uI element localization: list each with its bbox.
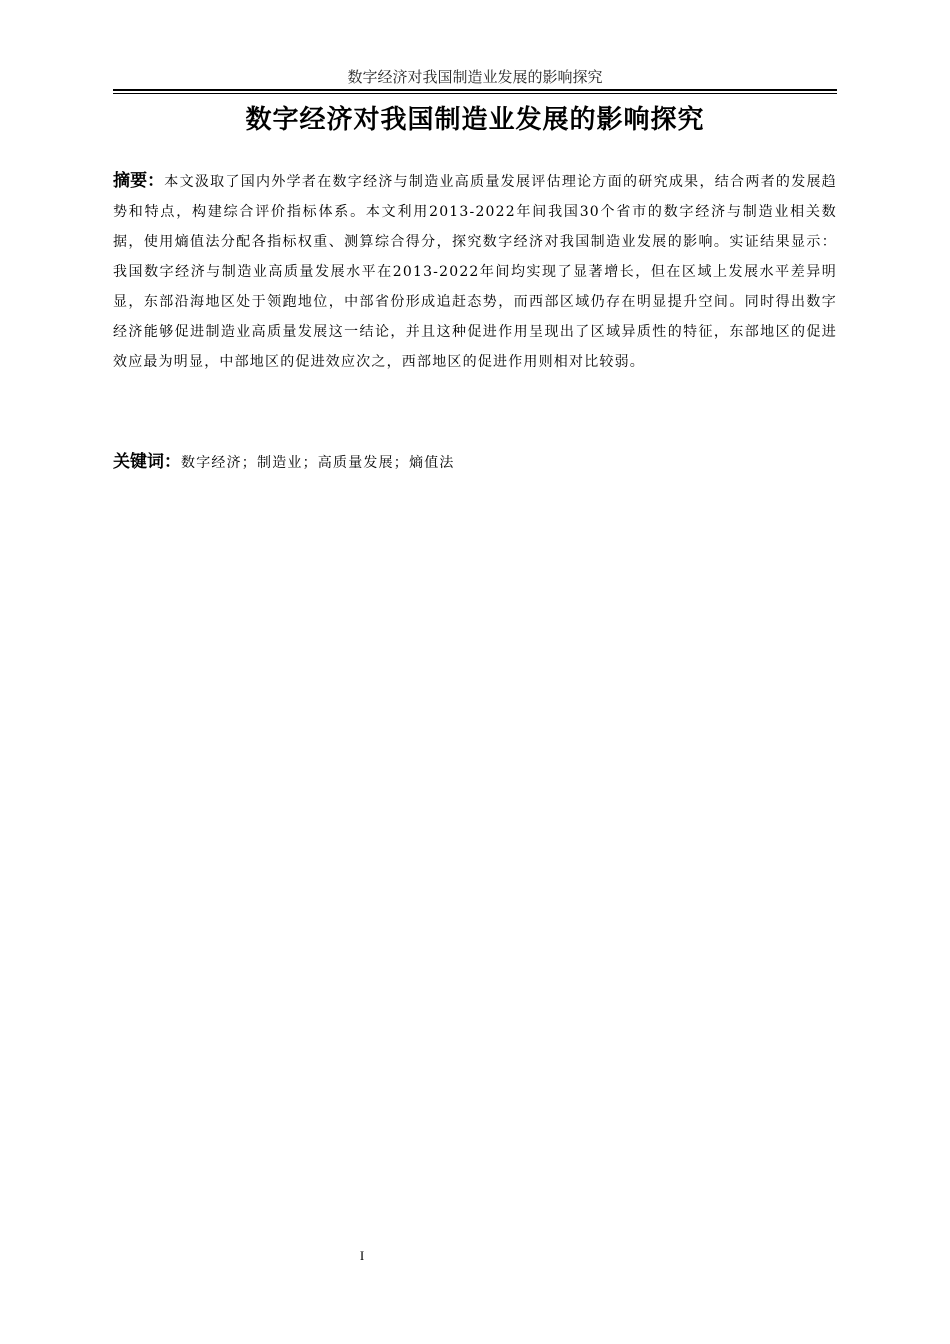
keywords-text: 数字经济；制造业；高质量发展；熵值法 <box>181 455 455 471</box>
keywords-paragraph <box>113 448 837 477</box>
keywords-label: 关键词： <box>113 452 181 472</box>
page-number: I <box>359 1248 365 1263</box>
abstract-text: 本文汲取了国内外学者在数字经济与制造业高质量发展评估理论方面的研究成果，结合两者的发展趋势和特点，构建综合评价指标体系。本文利用2013-2022年间我国30个省市的数字经济与制造业相关数据，使用熵值法分配各指标权重、测算综合得分，探究数字经济对我国制造业发展的影响。实证结果显示：我国数字经济与制造业高质量发展水平在2013-2022年间均实现了显著增长，但在区域上发展水平差异明显，东部沿海地区处于领跑地位，中部省份形成追赶态势，而西部区域仍存在明显提升空间。同时得出数字经济能够促进制造业高质量发展这一结论，并且这种促进作用呈现出了区域异质性的特征，东部地区的促进效应最为明显，中部地区的促进效应次之，西部地区的促进作用则相对比较弱。 <box>113 174 837 370</box>
running-header: 数字经济对我国制造业发展的影响探究 <box>347 68 603 86</box>
header-rule-thin <box>113 93 837 94</box>
header-rule-thick <box>113 89 837 91</box>
paper-title: 数字经济对我国制造业发展的影响探究 <box>245 105 705 135</box>
abstract-label: 摘要： <box>113 171 165 191</box>
abstract-paragraph <box>113 166 837 377</box>
